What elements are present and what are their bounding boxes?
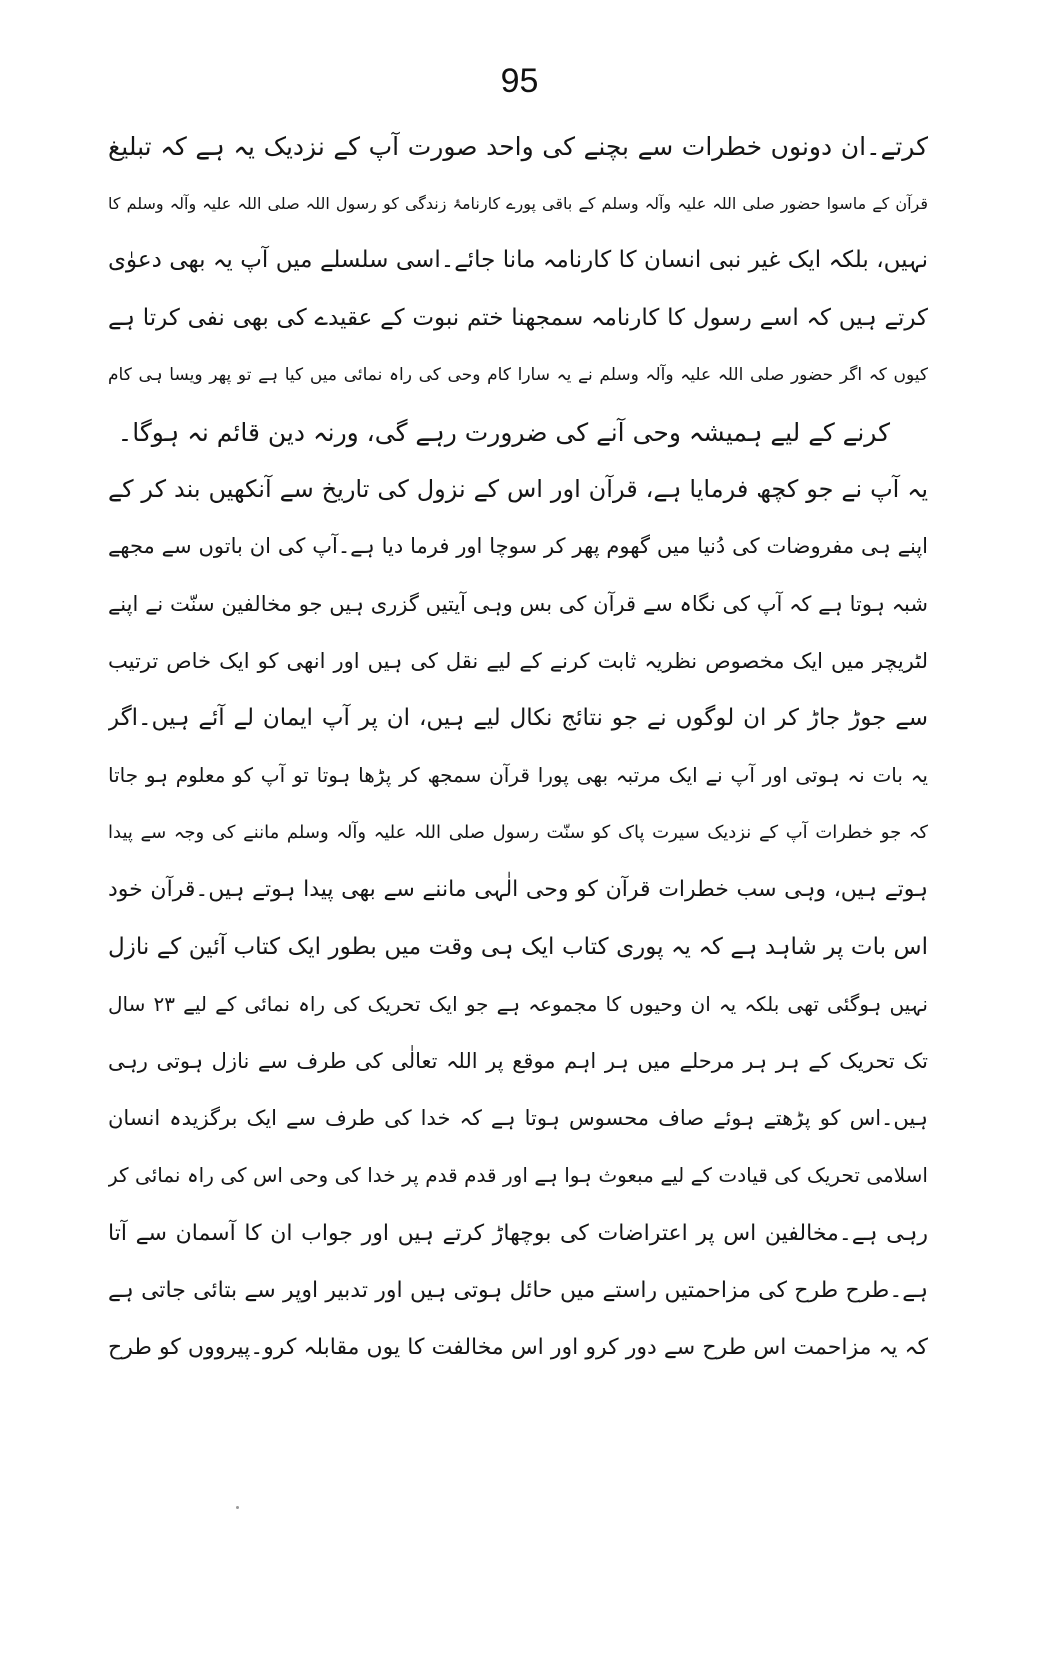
text-line: شبہ ہوتا ہے کہ آپ کی نگاہ سے قرآن کی بس وہی آیتیں گزری ہیں جو مخالفین سنّت نے اپنے: [108, 591, 928, 616]
text-line: اپنے ہی مفروضات کی دُنیا میں گھوم پھر کر سوچا اور فرما دیا ہے۔آپ کی ان باتوں سے مجھے: [108, 534, 928, 559]
text-line: کہ یہ مزاحمت اس طرح سے دور کرو اور اس مخالفت کا یوں مقابلہ کرو۔پیرووں کو طرح: [108, 1334, 928, 1360]
text-line: ہوتے ہیں، وہی سب خطرات قرآن کو وحی الٰہی ماننے سے بھی پیدا ہوتے ہیں۔قرآن خود: [108, 877, 928, 903]
text-line: یہ بات نہ ہوتی اور آپ نے ایک مرتبہ بھی پورا قرآن سمجھ کر پڑھا ہوتا تو آپ کو معلوم ہو جاتا: [108, 763, 928, 788]
text-line: سے جوڑ جاڑ کر ان لوگوں نے جو نتائج نکال لیے ہیں، ان پر آپ ایمان لے آئے ہیں۔اگر: [108, 704, 928, 731]
text-line: لٹریچر میں ایک مخصوص نظریہ ثابت کرنے کے لیے نقل کی ہیں اور انھی کو ایک خاص ترتیب: [108, 648, 928, 673]
text-line: کہ جو خطرات آپ کے نزدیک سیرت پاک کو سنّت رسول صلی اللہ علیہ وآلہ وسلم ماننے کی وجہ سے پیدا: [108, 822, 928, 844]
text-line: ہے۔طرح طرح کی مزاحمتیں راستے میں حائل ہوتی ہیں اور تدبیر اوپر سے بتائی جاتی ہے: [108, 1277, 928, 1303]
text-line: تک تحریک کے ہر ہر مرحلے میں ہر اہم موقع پر اللہ تعالٰی کی طرف سے نازل ہوتی رہی: [108, 1049, 928, 1073]
text-line: نہیں، بلکہ ایک غیر نبی انسان کا کارنامہ مانا جائے۔اسی سلسلے میں آپ یہ بھی دعوٰی: [108, 247, 928, 274]
paper-speck: [236, 1506, 239, 1509]
text-line: قرآن کے ماسوا حضور صلی اللہ علیہ وآلہ وسلم کے باقی پورے کارنامۂ زندگی کو رسول اللہ صلی اللہ علیہ وآلہ وسلم کا: [108, 194, 928, 214]
text-line: کرنے کے لیے ہمیشہ وحی آنے کی ضرورت رہے گی، ورنہ دین قائم نہ ہوگا۔: [117, 417, 890, 447]
text-line: کرتے ہیں کہ اسے رسول کا کارنامہ سمجھنا ختم نبوت کے عقیدے کی بھی نفی کرتا ہے: [108, 304, 928, 331]
text-line: کرتے۔ان دونوں خطرات سے بچنے کی واحد صورت آپ کے نزدیک یہ ہے کہ تبلیغ: [108, 132, 928, 161]
text-line: کیوں کہ اگر حضور صلی اللہ علیہ وآلہ وسلم نے یہ سارا کام وحی کی راہ نمائی میں کیا ہے تو پھر ویسا ہی کام: [108, 364, 928, 385]
text-line: اس بات پر شاہد ہے کہ یہ پوری کتاب ایک ہی وقت میں بطور ایک کتاب آئین کے نازل: [108, 933, 928, 960]
text-line: ہیں۔اس کو پڑھتے ہوئے صاف محسوس ہوتا ہے کہ خدا کی طرف سے ایک برگزیدہ انسان: [108, 1106, 928, 1131]
text-line: نہیں ہوگئی تھی بلکہ یہ ان وحیوں کا مجموعہ ہے جو ایک تحریک کی راہ نمائی کے لیے ۲۳ سال: [108, 991, 928, 1016]
body-text: [108, 118, 928, 1376]
text-line: یہ آپ نے جو کچھ فرمایا ہے، قرآن اور اس کے نزول کی تاریخ سے آنکھیں بند کر کے: [108, 475, 928, 504]
text-line: رہی ہے۔مخالفین اس پر اعتراضات کی بوچھاڑ کرتے ہیں اور جواب ان کا آسمان سے آتا: [108, 1220, 928, 1246]
page-number: 95: [500, 62, 539, 100]
text-line: اسلامی تحریک کی قیادت کے لیے مبعوث ہوا ہے اور قدم قدم پر خدا کی وحی اس کی راہ نمائی کر: [108, 1163, 928, 1188]
